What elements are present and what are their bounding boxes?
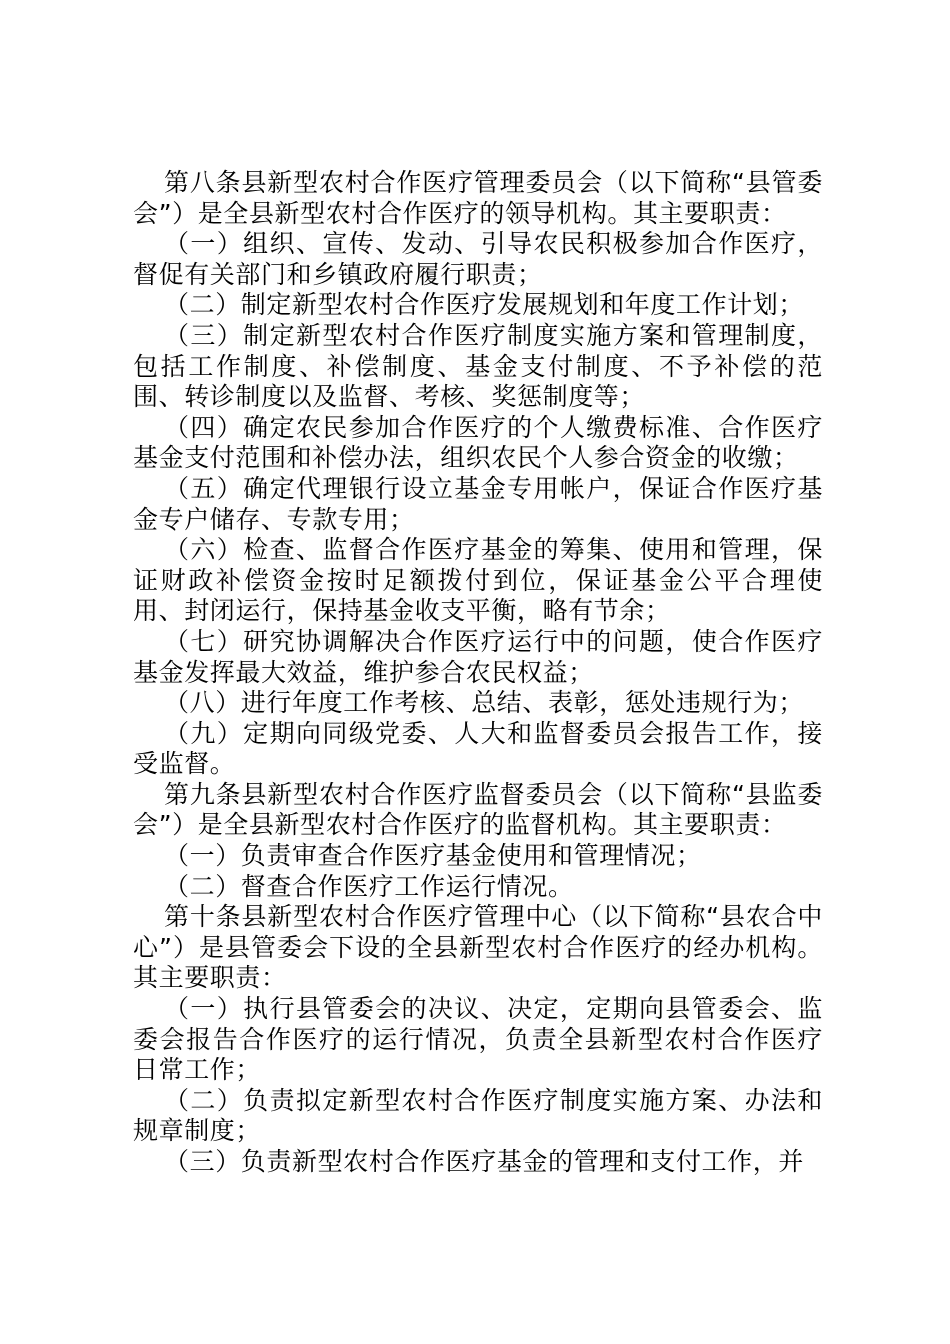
article-8-heading: 第八条县新型农村合作医疗管理委员会（以下简称“县管委会”）是全县新型农村合作医疗的领导机构。其主要职责： <box>133 168 823 228</box>
article-10-item-3: （三）负责新型农村合作医疗基金的管理和支付工作，并 <box>164 1147 805 1176</box>
article-10-item-1: （一）执行县管委会的决议、决定，定期向县管委会、监委会报告合作医疗的运行情况，负责全县新型农村合作医疗日常工作； <box>133 994 823 1085</box>
article-10-item-2: （二）负责拟定新型农村合作医疗制度实施方案、办法和规章制度； <box>133 1085 823 1146</box>
article-8-item-2: （二）制定新型农村合作医疗发展规划和年度工作计划； <box>164 290 805 320</box>
article-8-item-4: （四）确定农民参加合作医疗的个人缴费标准、合作医疗基金支付范围和补偿办法，组织农民个人参合资金的收缴； <box>133 412 823 473</box>
article-8-item-3: （三）制定新型农村合作医疗制度实施方案和管理制度，包括工作制度、补偿制度、基金支付制度、不予补偿的范围、转诊制度以及监督、考核、奖惩制度等； <box>133 320 823 412</box>
article-9-item-1: （一）负责审查合作医疗基金使用和管理情况； <box>164 841 702 871</box>
article-8-item-6: （六）检查、监督合作医疗基金的筹集、使用和管理，保证财政补偿资金按时足额拨付到位，保证基金公平合理使用、封闭运行，保持基金收支平衡，略有节余； <box>133 535 823 626</box>
article-8-item-9: （九）定期向同级党委、人大和监督委员会报告工作，接受监督。 <box>133 718 823 779</box>
article-8-item-8: （八）进行年度工作考核、总结、表彰，惩处违规行为； <box>164 688 805 718</box>
article-8-item-7: （七）研究协调解决合作医疗运行中的问题，使合作医疗基金发挥最大效益，维护参合农民权益； <box>133 626 823 687</box>
article-8-item-5: （五）确定代理银行设立基金专用帐户，保证合作医疗基金专户储存、专款专用； <box>133 473 823 534</box>
article-9-heading: 第九条县新型农村合作医疗监督委员会（以下简称“县监委会”）是全县新型农村合作医疗的监督机构。其主要职责： <box>133 779 823 840</box>
article-8-item-1: （一）组织、宣传、发动、引导农民积极参加合作医疗，督促有关部门和乡镇政府履行职责； <box>133 229 823 289</box>
document-body <box>133 168 823 1178</box>
article-9-item-2: （二）督查合作医疗工作运行情况。 <box>164 871 574 901</box>
article-10-heading: 第十条县新型农村合作医疗管理中心（以下简称“县农合中心”）是县管委会下设的全县新型农村合作医疗的经办机构。其主要职责： <box>133 902 823 993</box>
